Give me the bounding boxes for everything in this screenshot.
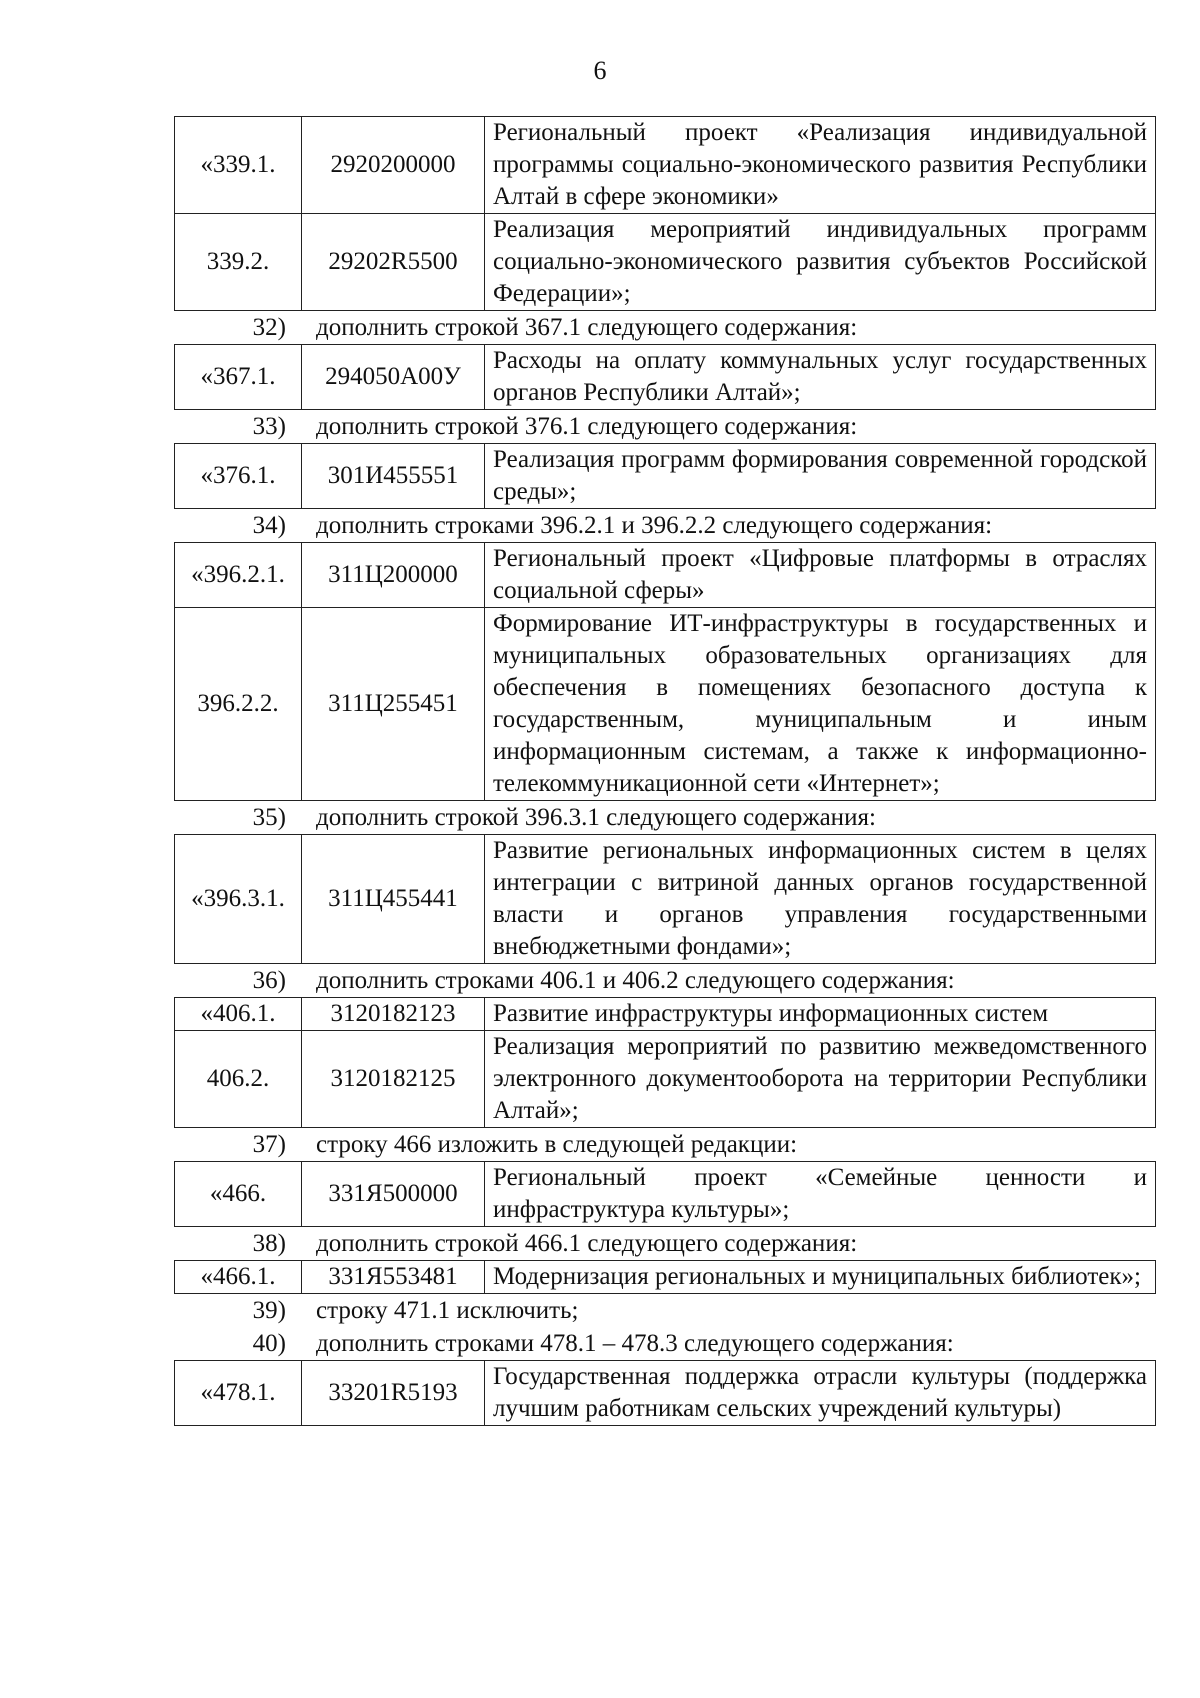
table-row	[175, 214, 1156, 311]
budget-code-table	[174, 997, 1156, 1128]
instruction-number: 34)	[252, 512, 286, 539]
table-row	[175, 1261, 1156, 1294]
instruction-number: 40)	[252, 1330, 286, 1357]
instruction-text: дополнить строкой 367.1 следующего содержания:	[316, 314, 858, 341]
classification-code-cell: 311Ц455441	[302, 835, 485, 964]
row-number-cell: «367.1.	[175, 345, 302, 410]
table-row	[175, 444, 1156, 509]
instruction-text: дополнить строками 396.2.1 и 396.2.2 следующего содержания:	[316, 512, 993, 539]
classification-code-cell: 2920200000	[302, 117, 485, 214]
instruction-text: строку 471.1 исключить;	[316, 1297, 579, 1324]
table-row	[175, 998, 1156, 1031]
row-number-cell: «339.1.	[175, 117, 302, 214]
instruction-number: 32)	[252, 314, 286, 341]
budget-code-table	[174, 542, 1156, 801]
classification-code-cell: 3120182123	[302, 998, 485, 1031]
instruction-number: 37)	[252, 1131, 286, 1158]
table-row	[175, 1361, 1156, 1426]
budget-code-table	[174, 344, 1156, 410]
instruction-number: 35)	[252, 804, 286, 831]
instruction-number: 33)	[252, 413, 286, 440]
amendment-instruction	[174, 1327, 1156, 1360]
instruction-text: дополнить строками 478.1 – 478.3 следующего содержания:	[316, 1330, 954, 1357]
amendment-instruction	[174, 801, 1156, 834]
classification-code-cell: 294050А00У	[302, 345, 485, 410]
description-cell: Реализация мероприятий индивидуальных программ социально-экономического развития субъектов Российской Федерации»;	[485, 214, 1156, 311]
classification-code-cell: 33201R5193	[302, 1361, 485, 1426]
description-cell: Государственная поддержка отрасли культуры (поддержка лучшим работникам сельских учреждений культуры)	[485, 1361, 1156, 1426]
amendment-instruction	[174, 410, 1156, 443]
classification-code-cell: 311Ц200000	[302, 543, 485, 608]
classification-code-cell: 301И455551	[302, 444, 485, 509]
table-row	[175, 117, 1156, 214]
amendment-instruction	[174, 1128, 1156, 1161]
classification-code-cell: 331Я500000	[302, 1162, 485, 1227]
row-number-cell: «466.	[175, 1162, 302, 1227]
classification-code-cell: 331Я553481	[302, 1261, 485, 1294]
amendment-instruction	[174, 964, 1156, 997]
row-number-cell: «478.1.	[175, 1361, 302, 1426]
description-cell: Региональный проект «Реализация индивидуальной программы социально-экономического развития Республики Алтай в сфере экономики»	[485, 117, 1156, 214]
row-number-cell: 339.2.	[175, 214, 302, 311]
description-cell: Развитие инфраструктуры информационных систем	[485, 998, 1156, 1031]
row-number-cell: «376.1.	[175, 444, 302, 509]
row-number-cell: «406.1.	[175, 998, 302, 1031]
table-row	[175, 1162, 1156, 1227]
amendment-instruction	[174, 311, 1156, 344]
table-row	[175, 608, 1156, 801]
row-number-cell: «396.2.1.	[175, 543, 302, 608]
table-row	[175, 345, 1156, 410]
row-number-cell: «396.3.1.	[175, 835, 302, 964]
classification-code-cell: 3120182125	[302, 1031, 485, 1128]
instruction-text: дополнить строкой 396.3.1 следующего содержания:	[316, 804, 876, 831]
budget-code-table	[174, 116, 1156, 311]
description-cell: Модернизация региональных и муниципальных библиотек»;	[485, 1261, 1156, 1294]
row-number-cell: «466.1.	[175, 1261, 302, 1294]
description-cell: Реализация мероприятий по развитию межведомственного электронного документооборота на территории Республики Алтай»;	[485, 1031, 1156, 1128]
instruction-number: 36)	[252, 967, 286, 994]
page-number: 6	[593, 56, 607, 85]
table-row	[175, 1031, 1156, 1128]
description-cell: Региональный проект «Цифровые платформы в отраслях социальной сферы»	[485, 543, 1156, 608]
budget-code-table	[174, 1360, 1156, 1426]
instruction-text: дополнить строками 406.1 и 406.2 следующего содержания:	[316, 967, 955, 994]
description-cell: Реализация программ формирования современной городской среды»;	[485, 444, 1156, 509]
budget-code-table	[174, 1161, 1156, 1227]
instruction-text: строку 466 изложить в следующей редакции:	[316, 1131, 798, 1158]
amendment-instruction	[174, 509, 1156, 542]
classification-code-cell: 311Ц255451	[302, 608, 485, 801]
table-row	[175, 543, 1156, 608]
budget-code-table	[174, 834, 1156, 964]
classification-code-cell: 29202R5500	[302, 214, 485, 311]
document-body	[174, 116, 1156, 1426]
table-row	[175, 835, 1156, 964]
instruction-text: дополнить строкой 466.1 следующего содержания:	[316, 1230, 858, 1257]
budget-code-table	[174, 1260, 1156, 1294]
description-cell: Развитие региональных информационных систем в целях интеграции с витриной данных органов государственной власти и органов управления государственными внебюджетными фондами»;	[485, 835, 1156, 964]
description-cell: Формирование ИТ-инфраструктуры в государственных и муниципальных образовательных организациях для обеспечения в помещениях безопасного доступа к государственным, муниципальным и иным информационным системам, а также к информационно-телекоммуникационной сети «Интернет»;	[485, 608, 1156, 801]
instruction-number: 38)	[252, 1230, 286, 1257]
description-cell: Расходы на оплату коммунальных услуг государственных органов Республики Алтай»;	[485, 345, 1156, 410]
instruction-text: дополнить строкой 376.1 следующего содержания:	[316, 413, 858, 440]
budget-code-table	[174, 443, 1156, 509]
amendment-instruction	[174, 1294, 1156, 1327]
amendment-instruction	[174, 1227, 1156, 1260]
description-cell: Региональный проект «Семейные ценности и инфраструктура культуры»;	[485, 1162, 1156, 1227]
row-number-cell: 406.2.	[175, 1031, 302, 1128]
instruction-number: 39)	[252, 1297, 286, 1324]
row-number-cell: 396.2.2.	[175, 608, 302, 801]
